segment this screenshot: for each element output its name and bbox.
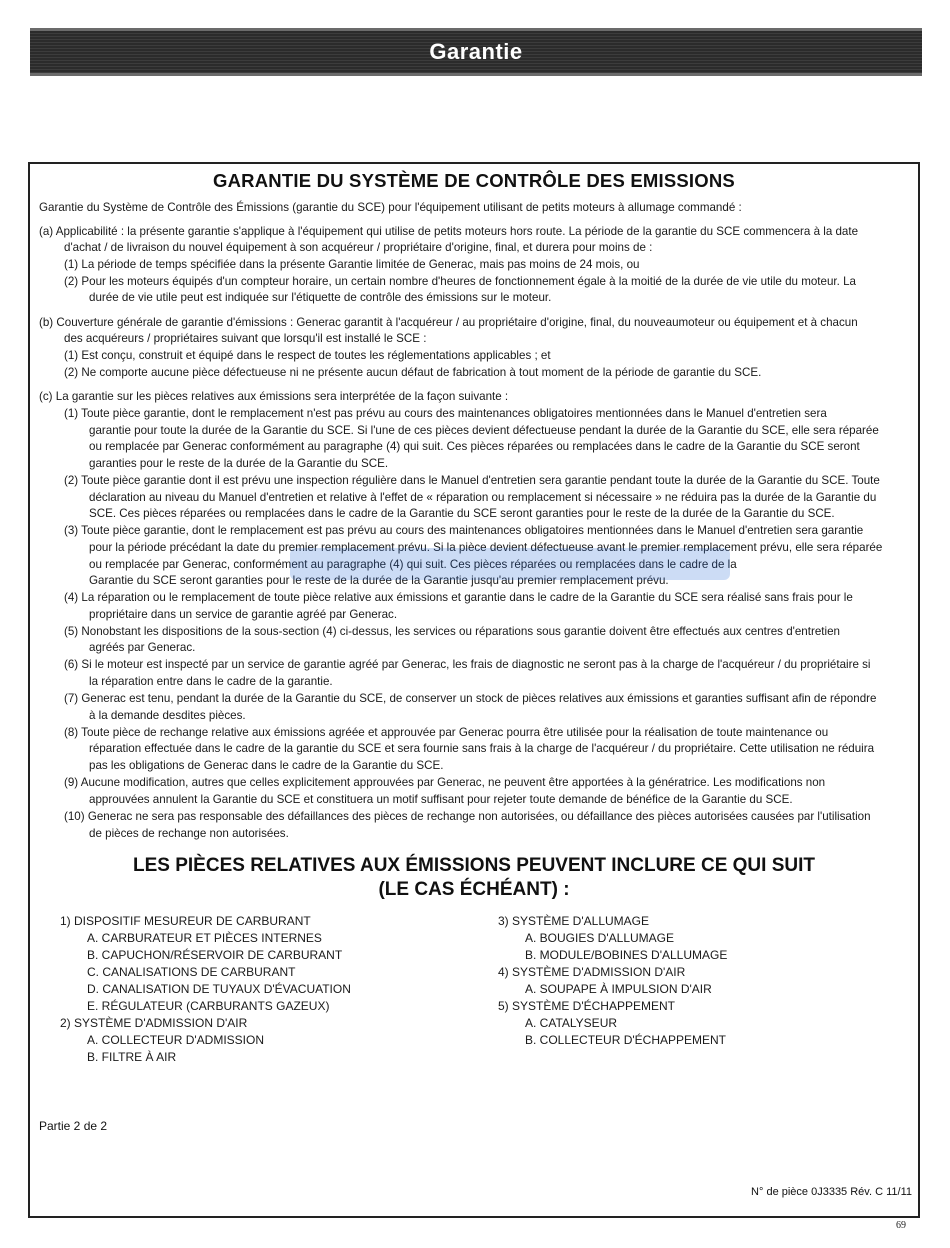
warranty-line: garanties pour le reste de la durée de la Garantie du SCE. (89, 457, 389, 470)
warranty-line: Garantie du Système de Contrôle des Émissions (garantie du SCE) pour l'équipement utilisant de petits moteurs à allumage commandé : (39, 201, 742, 214)
parts-list-item: B. FILTRE À AIR (87, 1050, 177, 1064)
parts-list-item: D. CANALISATION DE TUYAUX D'ÉVACUATION (87, 982, 351, 996)
warranty-line: (1) La période de temps spécifiée dans la présente Garantie limitée de Generac, mais pas moins de 24 mois, ou (64, 258, 640, 271)
warranty-line: SCE. Ces pièces réparées ou remplacées dans le cadre de la Garantie du SCE seront garanties pour le reste de la durée de la Garantie du SCE. (89, 507, 835, 520)
parts-list-item: 5) SYSTÈME D'ÉCHAPPEMENT (498, 999, 675, 1013)
warranty-line: des acquéreurs / propriétaires suivant que lorsqu'il est installé le SCE : (64, 332, 427, 345)
warranty-line: Garantie du SCE seront garanties pour le reste de la durée de la Garantie jusqu'au premier remplacement prévu. (89, 574, 669, 587)
warranty-line: agréés par Generac. (89, 641, 196, 654)
parts-title-line2: (LE CAS ÉCHÉANT) : (378, 879, 570, 900)
parts-title-line1: LES PIÈCES RELATIVES AUX ÉMISSIONS PEUVENT INCLURE CE QUI SUIT (133, 855, 815, 876)
warranty-line: approuvées annulent la Garantie du SCE et constituera un motif suffisant pour rejeter toute demande de bénéfice de la Garantie du SCE. (89, 793, 793, 806)
warranty-line: durée de vie utile peut est indiquée sur l'étiquette de contrôle des émissions sur le moteur. (89, 291, 552, 304)
warranty-line: (8) Toute pièce de rechange relative aux émissions agréée et approuvée par Generac pourra être utilisée pour la réalisation de toute maintenance ou (64, 726, 829, 739)
warranty-line: de pièces de rechange non autorisées. (89, 827, 289, 840)
parts-list-item: B. CAPUCHON/RÉSERVOIR DE CARBURANT (87, 948, 343, 962)
warranty-line: (9) Aucune modification, autres que celles explicitement approuvées par Generac, ne peuvent être apportées à la génératrice. Les modifications non (64, 776, 826, 789)
warranty-line: (b) Couverture générale de garantie d'émissions : Generac garantit à l'acquéreur / au propriétaire d'origine, final, du nouveaumoteur ou équipement et à chacun (39, 316, 858, 329)
warranty-line: (6) Si le moteur est inspecté par un service de garantie agréé par Generac, les frais de diagnostic ne seront pas à la charge de l'acquéreur / du propriétaire si (64, 658, 871, 671)
warranty-line: pas les obligations de Generac dans le cadre de la Garantie du SCE. (89, 759, 444, 772)
warranty-line: réparation effectuée dans le cadre de la garantie du SCE et sera fournie sans frais à la charge de l'acquéreur / du propriétaire. Cette utilisation ne réduira (89, 742, 875, 755)
parts-list-item: B. MODULE/BOBINES D'ALLUMAGE (525, 948, 728, 962)
warranty-line: ou remplacée par Generac conformément au paragraphe (4) qui suit. Ces pièces réparées ou remplacées dans le cadre de la Garantie du SCE seront (89, 440, 860, 453)
warranty-line: la réparation entre dans le cadre de la garantie. (89, 675, 333, 688)
warranty-line: pour la période précédant la date du premier remplacement prévu. Si la pièce devient défectueuse avant le premier remplacement prévu, elle sera réparée (89, 541, 883, 554)
warranty-line: (2) Pour les moteurs équipés d'un compteur horaire, un certain nombre d'heures de fonctionnement égale à la moitié de la durée de vie utile du moteur. La (64, 275, 856, 288)
parts-list-item: A. CARBURATEUR ET PIÈCES INTERNES (87, 931, 322, 945)
parts-list-item: A. BOUGIES D'ALLUMAGE (525, 931, 674, 945)
warranty-line: (4) La réparation ou le remplacement de toute pièce relative aux émissions et garantie dans le cadre de la Garantie du SCE sera réalisé sans frais pour le (64, 591, 853, 604)
header-banner (30, 28, 922, 76)
part-of-label: Partie 2 de 2 (39, 1119, 108, 1133)
parts-list-item: 3) SYSTÈME D'ALLUMAGE (498, 914, 649, 928)
part-number: N° de pièce 0J3335 Rév. C 11/11 (751, 1186, 912, 1198)
parts-list-item: 2) SYSTÈME D'ADMISSION D'AIR (60, 1016, 248, 1030)
warranty-line: (1) Toute pièce garantie, dont le remplacement n'est pas prévu au cours des maintenances obligatoires mentionnées dans le Manuel d'entretien sera (64, 407, 827, 420)
warranty-line: déclaration au niveau du Manuel d'entretien et relative à l'effet de « réparation ou remplacement si nécessaire » ne réduira pas la durée de la Garantie du (89, 491, 877, 504)
warranty-line: (10) Generac ne sera pas responsable des défaillances des pièces de rechange non autorisées, ou défaillance des pièces autorisées causées par l'utilisation (64, 810, 871, 823)
parts-list-item: A. CATALYSEUR (525, 1016, 618, 1030)
warranty-line: (c) La garantie sur les pièces relatives aux émissions sera interprétée de la façon suivante : (39, 390, 509, 403)
page-number: 69 (896, 1220, 906, 1231)
warranty-line: (a) Applicabilité : la présente garantie s'applique à l'équipement qui utilise de petits moteurs hors route. La période de la garantie du SCE commencera à la date (39, 225, 859, 238)
page-title: Garantie (429, 39, 523, 64)
warranty-line: (5) Nonobstant les dispositions de la sous-section (4) ci-dessus, les services ou réparations sous garantie doivent être effectués aux centres d'entretien (64, 625, 840, 638)
warranty-line: (2) Toute pièce garantie dont il est prévu une inspection régulière dans le Manuel d'entretien sera garantie pendant toute la durée de la Garantie du SCE. Toute (64, 474, 880, 487)
warranty-line: d'achat / de livraison du nouvel équipement à son acquéreur / propriétaire d'origine, final, et durera pour moins de : (64, 241, 653, 254)
warranty-line: (2) Ne comporte aucune pièce défectueuse ni ne présente aucun défaut de fabrication à tout moment de la période de garantie du SCE. (64, 366, 762, 379)
section-title: GARANTIE DU SYSTÈME DE CONTRÔLE DES EMISSIONS (213, 170, 735, 191)
warranty-line: à la demande desdites pièces. (89, 709, 246, 722)
warranty-line: propriétaire dans un service de garantie agréé par Generac. (89, 608, 398, 621)
parts-list-item: A. SOUPAPE À IMPULSION D'AIR (525, 982, 712, 996)
parts-list-item: E. RÉGULATEUR (CARBURANTS GAZEUX) (87, 999, 330, 1013)
parts-list-item: 1) DISPOSITIF MESUREUR DE CARBURANT (60, 914, 311, 928)
parts-list-item: 4) SYSTÈME D'ADMISSION D'AIR (498, 965, 686, 979)
warranty-line: ou remplacée par Generac, conformément au paragraphe (4) qui suit. Ces pièces réparées ou remplacées dans le cadre de la (89, 558, 737, 571)
warranty-line: garantie pour toute la durée de la Garantie du SCE. Si l'une de ces pièces devient défectueuse pendant la durée de la Garantie du SCE, elle sera réparée (89, 424, 879, 437)
parts-list-item: B. COLLECTEUR D'ÉCHAPPEMENT (525, 1033, 726, 1047)
warranty-line: (1) Est conçu, construit et équipé dans le respect de toutes les réglementations applicables ; et (64, 349, 551, 362)
warranty-line: (7) Generac est tenu, pendant la durée de la Garantie du SCE, de conserver un stock de pièces relatives aux émissions et garanties suffisant afin de répondre (64, 692, 877, 705)
warranty-line: (3) Toute pièce garantie, dont le remplacement est pas prévu au cours des maintenances obligatoires mentionnées dans le Manuel d'entretien sera garantie (64, 524, 864, 537)
parts-list-item: A. COLLECTEUR D'ADMISSION (87, 1033, 264, 1047)
parts-list-item: C. CANALISATIONS DE CARBURANT (87, 965, 296, 979)
warranty-frame (28, 162, 920, 1218)
